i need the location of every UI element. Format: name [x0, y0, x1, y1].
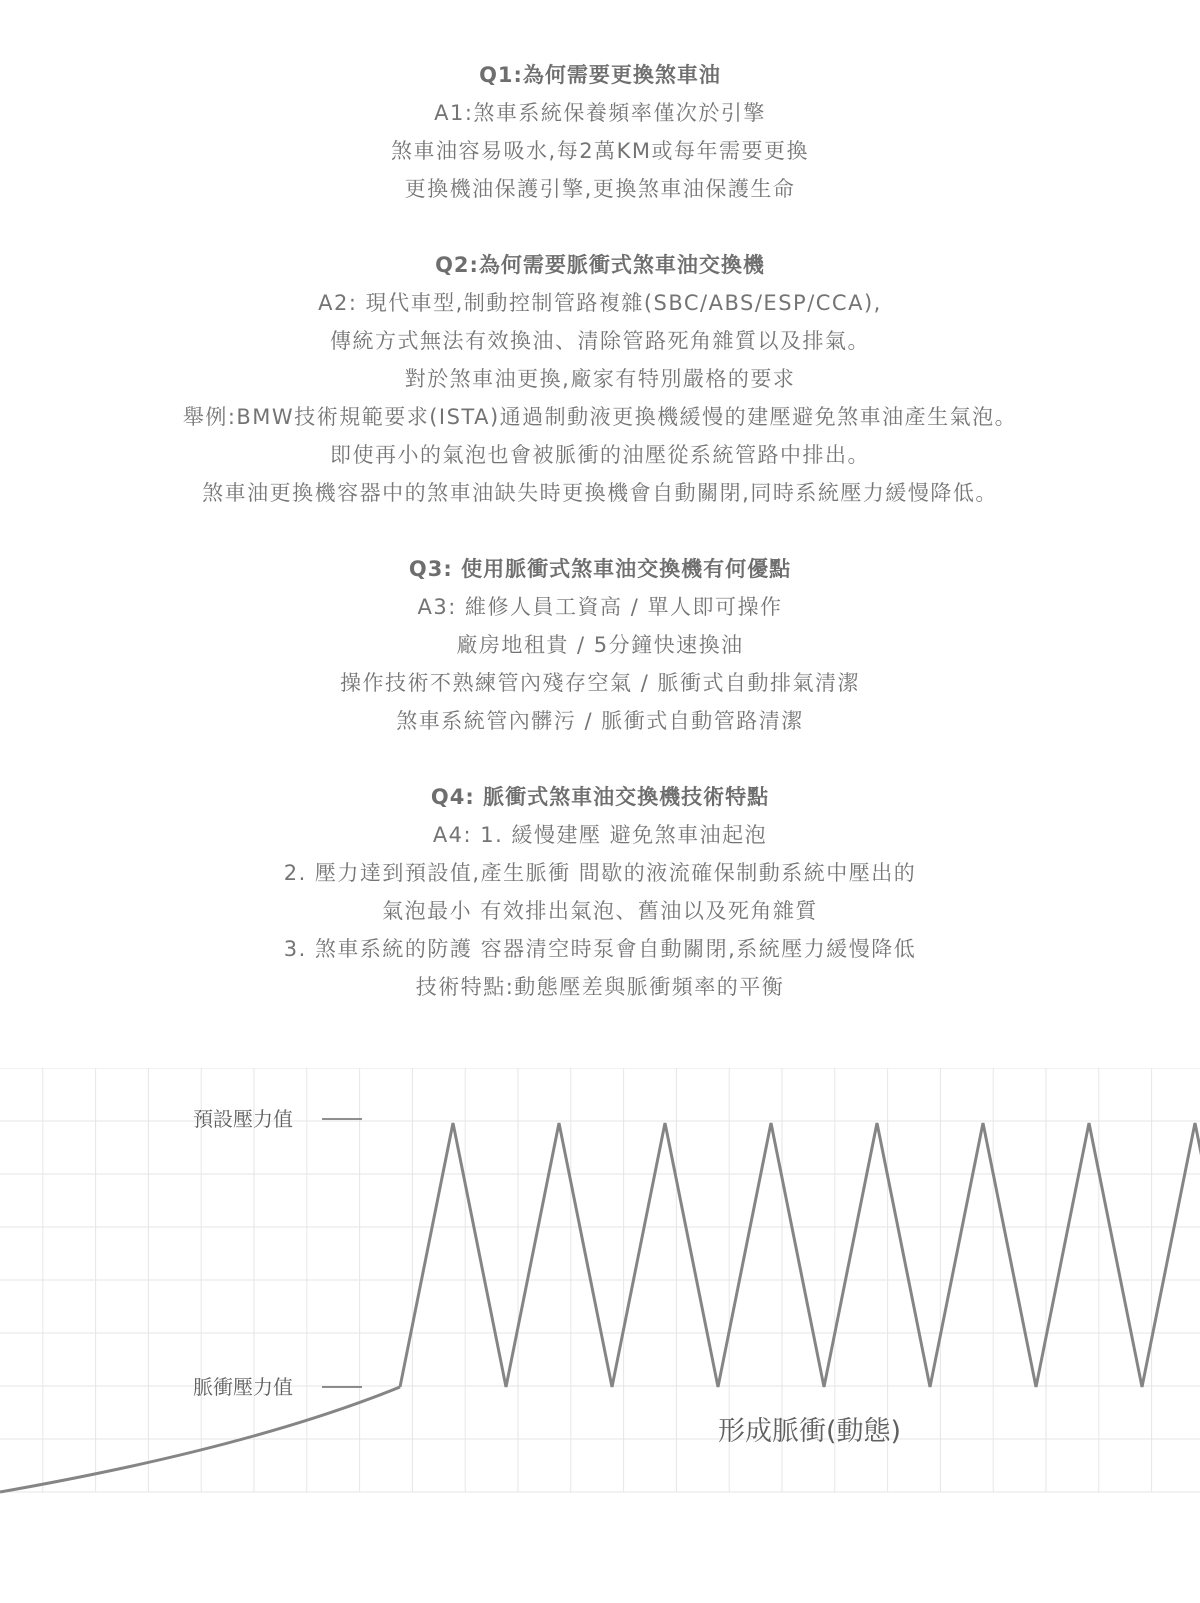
answer-line: 技術特點:動態壓差與脈衝頻率的平衡 — [415, 975, 785, 999]
answer-line: A1:煞車系統保養頻率僅次於引擎 — [434, 101, 766, 125]
answer-line: 2. 壓力達到預設值,產生脈衝 間歇的液流確保制動系統中壓出的 — [283, 861, 917, 885]
preset-pressure-label: 預設壓力值 — [193, 1107, 293, 1131]
diagram-grid — [0, 1068, 1200, 1492]
answer-line: A4: 1. 緩慢建壓 避免煞車油起泡 — [432, 823, 768, 847]
answer-line: 煞車系統管內髒污 / 脈衝式自動管路清潔 — [396, 709, 804, 733]
qa-block-1 — [0, 56, 1200, 208]
qa-block-2 — [0, 246, 1200, 512]
pressure-pulse-diagram — [0, 1068, 1200, 1508]
answer-line: 傳統方式無法有效換油、清除管路死角雜質以及排氣。 — [330, 329, 870, 353]
answer-line: 廠房地租貴 / 5分鐘快速換油 — [456, 633, 744, 657]
answer-line: A2: 現代車型,制動控制管路複雜(SBC/ABS/ESP/CCA), — [318, 291, 882, 315]
qa-block-3 — [0, 550, 1200, 740]
question-title: Q4: 脈衝式煞車油交換機技術特點 — [430, 785, 770, 809]
answer-line: 操作技術不熟練管內殘存空氣 / 脈衝式自動排氣清潔 — [340, 671, 860, 695]
pulse-pressure-label: 脈衝壓力值 — [193, 1375, 293, 1399]
answer-line: 3. 煞車系統的防護 容器清空時泵會自動關閉,系統壓力緩慢降低 — [283, 937, 917, 961]
pulse-waveform — [400, 1123, 1200, 1387]
answer-line: 更換機油保護引擎,更換煞車油保護生命 — [404, 177, 796, 201]
answer-line: 煞車油更換機容器中的煞車油缺失時更換機會自動關閉,同時系統壓力緩慢降低。 — [202, 481, 998, 505]
pulse-caption: 形成脈衝(動態) — [718, 1416, 902, 1447]
qa-block-4 — [0, 778, 1200, 1006]
question-title: Q3: 使用脈衝式煞車油交換機有何優點 — [408, 557, 792, 581]
answer-line: A3: 維修人員工資高 / 單人即可操作 — [417, 595, 783, 619]
answer-line: 氣泡最小 有效排出氣泡、舊油以及死角雜質 — [382, 899, 818, 923]
answer-line: 對於煞車油更換,廠家有特別嚴格的要求 — [404, 367, 796, 391]
faq-section — [0, 56, 1200, 1044]
answer-line: 即使再小的氣泡也會被脈衝的油壓從系統管路中排出。 — [330, 443, 870, 467]
answer-line: 舉例:BMW技術規範要求(ISTA)通過制動液更換機緩慢的建壓避免煞車油產生氣泡。 — [182, 405, 1018, 429]
question-title: Q1:為何需要更換煞車油 — [479, 63, 721, 87]
question-title: Q2:為何需要脈衝式煞車油交換機 — [435, 253, 765, 277]
answer-line: 煞車油容易吸水,每2萬KM或每年需要更換 — [391, 139, 809, 163]
